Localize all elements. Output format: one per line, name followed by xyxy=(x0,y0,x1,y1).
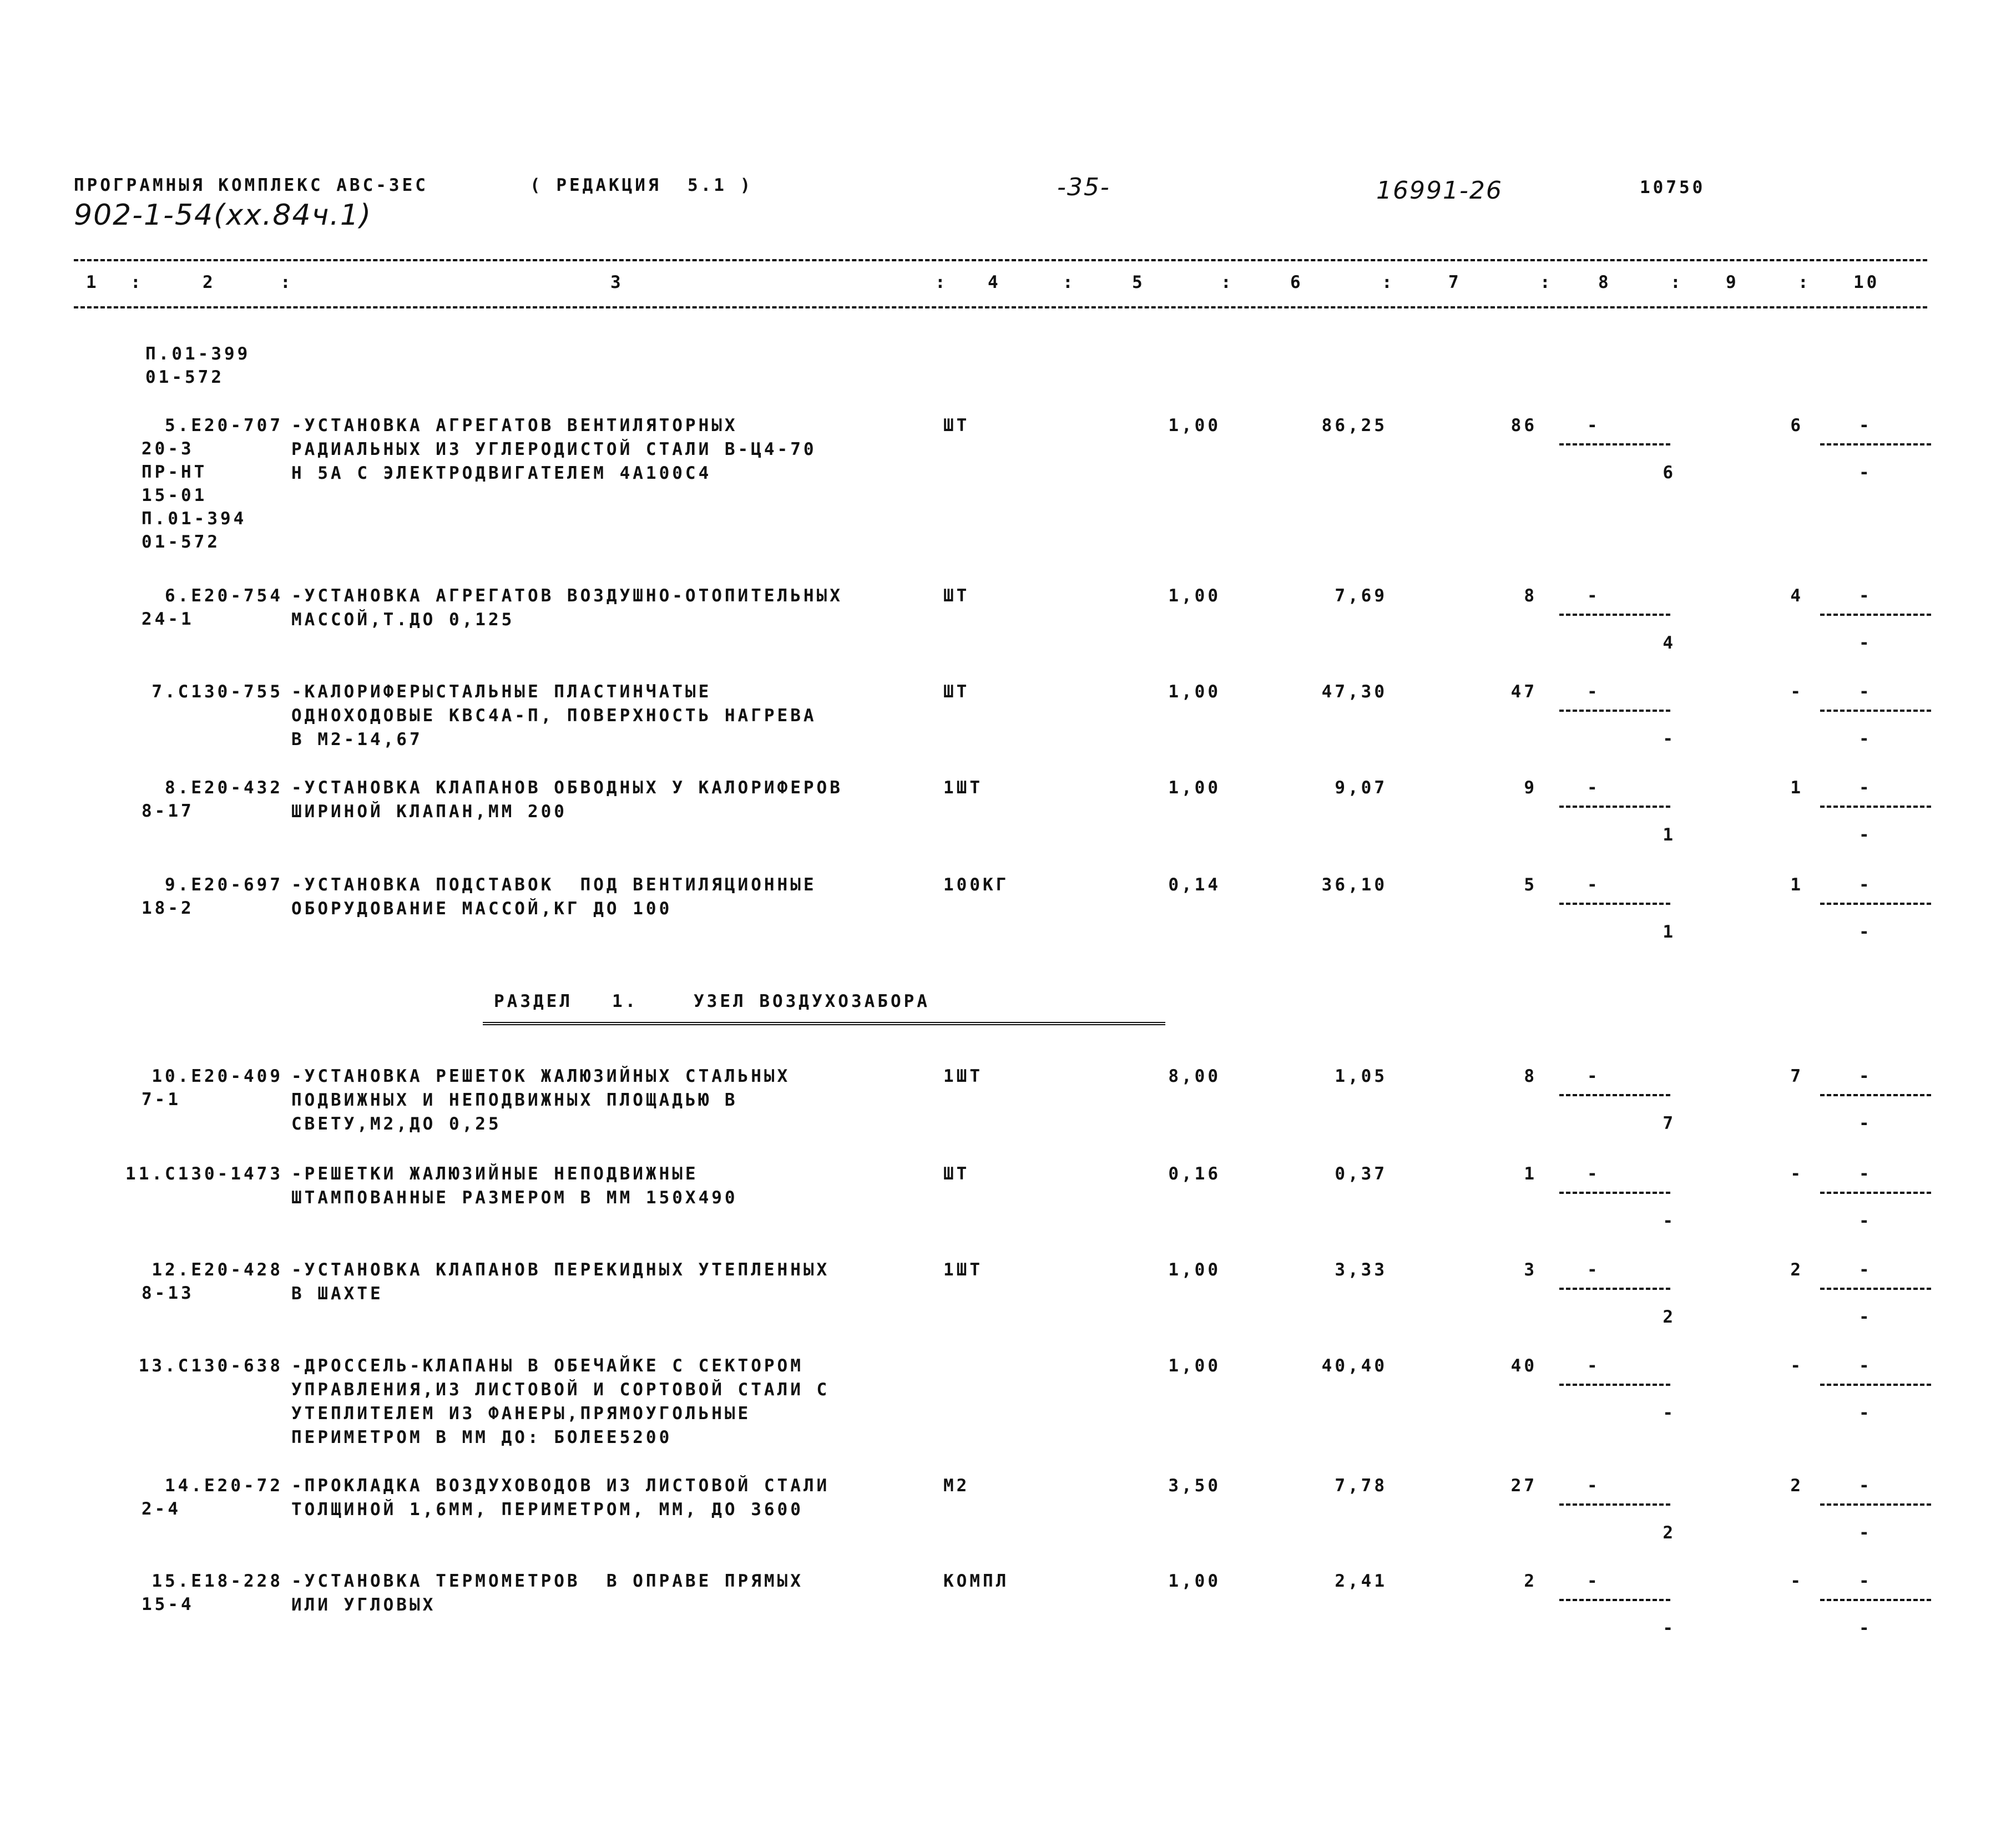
row-unit-price: 2,41 xyxy=(1335,1571,1387,1591)
row-col8-bottom: - xyxy=(1663,1403,1676,1423)
row-description: -ПРОКЛАДКА ВОЗДУХОВОДОВ ИЗ ЛИСТОВОЙ СТАЛИ xyxy=(291,1476,830,1496)
row-quantity: 1,00 xyxy=(1168,1571,1221,1591)
row-unit-price: 7,69 xyxy=(1335,586,1387,606)
row-description: УПРАВЛЕНИЯ,ИЗ ЛИСТОВОЙ И СОРТОВОЙ СТАЛИ С xyxy=(291,1380,830,1400)
row-unit: ШТ xyxy=(943,682,970,702)
row-col10-top: - xyxy=(1859,1571,1872,1591)
row-total: 2 xyxy=(1524,1571,1537,1591)
row-code: 15-01 xyxy=(142,485,208,505)
row-code: 8-13 xyxy=(142,1283,194,1303)
row-col8-top: - xyxy=(1587,586,1600,606)
row-description: -УСТАНОВКА ПОДСТАВОК ПОД ВЕНТИЛЯЦИОННЫЕ xyxy=(291,875,817,895)
row-description: ИЛИ УГЛОВЫХ xyxy=(291,1595,436,1615)
row-quantity: 1,00 xyxy=(1168,1260,1221,1280)
row-unit: 1ШТ xyxy=(943,1260,983,1280)
row-col8-fraction-line xyxy=(1559,1503,1670,1506)
row-col10-fraction-line xyxy=(1820,903,1931,905)
row-unit: М2 xyxy=(943,1476,970,1496)
row-col10-bottom: - xyxy=(1859,1307,1872,1327)
column-header-4: 4 xyxy=(988,272,1001,292)
column-separator: : xyxy=(1382,272,1395,292)
row-col8-bottom: 2 xyxy=(1663,1307,1676,1327)
row-description: ШИРИНОЙ КЛАПАН,ММ 200 xyxy=(291,802,567,822)
row-unit-price: 86,25 xyxy=(1321,416,1387,436)
row-col8-top: - xyxy=(1587,1164,1600,1184)
row-col9: - xyxy=(1790,1571,1803,1591)
row-quantity: 8,00 xyxy=(1168,1066,1221,1086)
row-unit-price: 7,78 xyxy=(1335,1476,1387,1496)
row-col8-fraction-line xyxy=(1559,806,1670,808)
header-bottom-rule xyxy=(74,306,1927,308)
row-code: 9.Е20-697 xyxy=(165,875,283,895)
row-unit-price: 36,10 xyxy=(1321,875,1387,895)
row-code: 2-4 xyxy=(142,1499,181,1519)
row-unit: 1ШТ xyxy=(943,778,983,798)
row-unit: КОМПЛ xyxy=(943,1571,1009,1591)
pre-ref-2: 01-572 xyxy=(145,367,224,387)
row-col10-top: - xyxy=(1859,1066,1872,1086)
row-unit-price: 3,33 xyxy=(1335,1260,1387,1280)
row-col10-fraction-line xyxy=(1820,1503,1931,1506)
row-code: 18-2 xyxy=(142,898,194,918)
row-col8-bottom: - xyxy=(1663,1618,1676,1638)
row-description: -УСТАНОВКА КЛАПАНОВ ОБВОДНЫХ У КАЛОРИФЕРОВ xyxy=(291,778,843,798)
row-col8-fraction-line xyxy=(1559,1384,1670,1386)
row-col9: 2 xyxy=(1790,1476,1803,1496)
row-code: 8-17 xyxy=(142,801,194,821)
row-col10-bottom: - xyxy=(1859,729,1872,749)
row-total: 1 xyxy=(1524,1164,1537,1184)
row-col8-bottom: 1 xyxy=(1663,922,1676,942)
row-unit: 100КГ xyxy=(943,875,1009,895)
row-quantity: 1,00 xyxy=(1168,778,1221,798)
row-col10-fraction-line xyxy=(1820,614,1931,616)
row-col10-top: - xyxy=(1859,1260,1872,1280)
row-description: ПЕРИМЕТРОМ В ММ ДО: БОЛЕЕ5200 xyxy=(291,1427,673,1447)
section-title: УЗЕЛ ВОЗДУХОЗАБОРА xyxy=(694,991,930,1011)
row-quantity: 1,00 xyxy=(1168,682,1221,702)
project-code: 902-1-54(хх.84ч.1) xyxy=(74,199,372,232)
row-code: 24-1 xyxy=(142,609,194,629)
document-code: 10750 xyxy=(1640,178,1706,198)
section-underline xyxy=(483,1022,1165,1025)
row-description: МАССОЙ,Т.ДО 0,125 xyxy=(291,610,515,630)
column-header-9: 9 xyxy=(1726,272,1739,292)
edition-label: ( РЕДАКЦИЯ 5.1 ) xyxy=(530,175,754,195)
column-header-10: 10 xyxy=(1853,272,1880,292)
row-col8-top: - xyxy=(1587,1066,1600,1086)
row-description: -УСТАНОВКА АГРЕГАТОВ ВЕНТИЛЯТОРНЫХ xyxy=(291,416,738,436)
row-code: 12.Е20-428 xyxy=(151,1260,283,1280)
row-col8-fraction-line xyxy=(1559,1599,1670,1601)
row-col10-bottom: - xyxy=(1859,1618,1872,1638)
row-unit-price: 40,40 xyxy=(1321,1356,1387,1376)
row-code: 10.Е20-409 xyxy=(151,1066,283,1086)
row-col8-top: - xyxy=(1587,1260,1600,1280)
row-col9: 4 xyxy=(1790,586,1803,606)
row-unit: ШТ xyxy=(943,586,970,606)
row-code: 8.Е20-432 xyxy=(165,778,283,798)
row-description: -УСТАНОВКА ТЕРМОМЕТРОВ В ОПРАВЕ ПРЯМЫХ xyxy=(291,1571,804,1591)
row-total: 86 xyxy=(1510,416,1537,436)
row-quantity: 0,14 xyxy=(1168,875,1221,895)
row-description: СВЕТУ,М2,ДО 0,25 xyxy=(291,1114,502,1134)
row-col10-bottom: - xyxy=(1859,1113,1872,1133)
row-code: 14.Е20-72 xyxy=(165,1476,283,1496)
row-col10-bottom: - xyxy=(1859,825,1872,845)
row-description: ТОЛЩИНОЙ 1,6ММ, ПЕРИМЕТРОМ, ММ, ДО 3600 xyxy=(291,1500,804,1520)
row-code: 6.Е20-754 xyxy=(165,586,283,606)
row-code: П.01-394 xyxy=(142,509,247,529)
row-col8-bottom: 6 xyxy=(1663,463,1676,483)
row-code: 7.С130-755 xyxy=(151,682,283,702)
row-unit-price: 9,07 xyxy=(1335,778,1387,798)
column-separator: : xyxy=(935,272,948,292)
row-quantity: 1,00 xyxy=(1168,1356,1221,1376)
row-col8-top: - xyxy=(1587,875,1600,895)
row-col10-fraction-line xyxy=(1820,1599,1931,1601)
row-code: 7-1 xyxy=(142,1090,181,1110)
row-total: 8 xyxy=(1524,1066,1537,1086)
row-col10-bottom: - xyxy=(1859,463,1872,483)
column-separator: : xyxy=(1063,272,1076,292)
row-unit: 1ШТ xyxy=(943,1066,983,1086)
row-col9: 1 xyxy=(1790,875,1803,895)
row-col10-bottom: - xyxy=(1859,922,1872,942)
row-col10-top: - xyxy=(1859,875,1872,895)
row-description: ПОДВИЖНЫХ И НЕПОДВИЖНЫХ ПЛОЩАДЬЮ В xyxy=(291,1090,738,1110)
row-description: В ШАХТЕ xyxy=(291,1284,383,1304)
row-col9: 7 xyxy=(1790,1066,1803,1086)
row-unit: ШТ xyxy=(943,1164,970,1184)
row-code: 15-4 xyxy=(142,1594,194,1614)
row-total: 8 xyxy=(1524,586,1537,606)
row-unit-price: 1,05 xyxy=(1335,1066,1387,1086)
row-col8-top: - xyxy=(1587,416,1600,436)
row-col8-bottom: - xyxy=(1663,729,1676,749)
row-total: 9 xyxy=(1524,778,1537,798)
column-header-6: 6 xyxy=(1290,272,1303,292)
row-description: В М2-14,67 xyxy=(291,730,423,750)
row-code: 11.С130-1473 xyxy=(125,1164,283,1184)
row-description: ОБОРУДОВАНИЕ МАССОЙ,КГ ДО 100 xyxy=(291,899,673,919)
row-code: 01-572 xyxy=(142,532,220,552)
header-top-rule xyxy=(74,259,1927,261)
program-title: ПРОГРАМНЫЯ КОМПЛЕКС АВС-3ЕС xyxy=(74,175,428,195)
row-col8-fraction-line xyxy=(1559,1288,1670,1290)
row-col8-fraction-line xyxy=(1559,614,1670,616)
column-header-3: 3 xyxy=(610,272,624,292)
row-col9: 1 xyxy=(1790,778,1803,798)
row-col10-bottom: - xyxy=(1859,633,1872,653)
row-col10-top: - xyxy=(1859,416,1872,436)
row-unit-price: 47,30 xyxy=(1321,682,1387,702)
column-header-2: 2 xyxy=(203,272,216,292)
row-col10-fraction-line xyxy=(1820,1384,1931,1386)
row-description: ОДНОХОДОВЫЕ КВС4А-П, ПОВЕРХНОСТЬ НАГРЕВА xyxy=(291,706,817,726)
row-col8-fraction-line xyxy=(1559,1094,1670,1096)
row-col10-top: - xyxy=(1859,1476,1872,1496)
row-total: 47 xyxy=(1510,682,1537,702)
row-col8-top: - xyxy=(1587,778,1600,798)
row-quantity: 1,00 xyxy=(1168,586,1221,606)
row-description: -УСТАНОВКА КЛАПАНОВ ПЕРЕКИДНЫХ УТЕПЛЕННЫХ xyxy=(291,1260,830,1280)
row-col8-bottom: 2 xyxy=(1663,1523,1676,1543)
row-col9: - xyxy=(1790,682,1803,702)
row-total: 5 xyxy=(1524,875,1537,895)
row-col8-fraction-line xyxy=(1559,1192,1670,1194)
row-col8-bottom: 7 xyxy=(1663,1113,1676,1133)
row-description: Н 5А С ЭЛЕКТРОДВИГАТЕЛЕМ 4А100С4 xyxy=(291,463,712,483)
row-col10-fraction-line xyxy=(1820,1288,1931,1290)
row-col10-fraction-line xyxy=(1820,806,1931,808)
row-description: -КАЛОРИФЕРЫСТАЛЬНЫЕ ПЛАСТИНЧАТЫЕ xyxy=(291,682,712,702)
column-separator: : xyxy=(1670,272,1684,292)
row-total: 27 xyxy=(1510,1476,1537,1496)
row-total: 3 xyxy=(1524,1260,1537,1280)
column-separator: : xyxy=(1221,272,1234,292)
row-col10-bottom: - xyxy=(1859,1403,1872,1423)
row-col9: 6 xyxy=(1790,416,1803,436)
row-col8-fraction-line xyxy=(1559,443,1670,445)
page-number: -35- xyxy=(1057,173,1110,201)
row-code: 20-3 xyxy=(142,439,194,459)
column-separator: : xyxy=(1798,272,1811,292)
row-col8-top: - xyxy=(1587,1356,1600,1376)
row-description: -ДРОССЕЛЬ-КЛАПАНЫ В ОБЕЧАЙКЕ С СЕКТОРОМ xyxy=(291,1356,804,1376)
row-description: РАДИАЛЬНЫХ ИЗ УГЛЕРОДИСТОЙ СТАЛИ В-Ц4-70 xyxy=(291,439,817,459)
row-col10-top: - xyxy=(1859,1164,1872,1184)
section-label: РАЗДЕЛ 1. xyxy=(494,991,639,1011)
row-col10-bottom: - xyxy=(1859,1211,1872,1231)
row-col8-bottom: - xyxy=(1663,1211,1676,1231)
row-col9: - xyxy=(1790,1356,1803,1376)
row-col8-bottom: 4 xyxy=(1663,633,1676,653)
row-col10-top: - xyxy=(1859,1356,1872,1376)
row-col10-fraction-line xyxy=(1820,1094,1931,1096)
pre-ref-1: П.01-399 xyxy=(145,344,251,364)
row-description: УТЕПЛИТЕЛЕМ ИЗ ФАНЕРЫ,ПРЯМОУГОЛЬНЫЕ xyxy=(291,1404,751,1424)
row-col8-bottom: 1 xyxy=(1663,825,1676,845)
column-separator: : xyxy=(280,272,294,292)
row-unit-price: 0,37 xyxy=(1335,1164,1387,1184)
row-col10-top: - xyxy=(1859,682,1872,702)
column-header-8: 8 xyxy=(1598,272,1611,292)
row-code: ПР-НТ xyxy=(142,462,208,482)
column-header-7: 7 xyxy=(1448,272,1462,292)
row-col8-fraction-line xyxy=(1559,710,1670,712)
document-number: 16991-26 xyxy=(1376,176,1503,205)
row-col10-fraction-line xyxy=(1820,443,1931,445)
row-unit: ШТ xyxy=(943,416,970,436)
row-code: 13.С130-638 xyxy=(138,1356,283,1376)
row-col10-fraction-line xyxy=(1820,1192,1931,1194)
row-quantity: 3,50 xyxy=(1168,1476,1221,1496)
row-col8-fraction-line xyxy=(1559,903,1670,905)
row-col9: - xyxy=(1790,1164,1803,1184)
row-col8-top: - xyxy=(1587,1476,1600,1496)
row-col9: 2 xyxy=(1790,1260,1803,1280)
row-col10-fraction-line xyxy=(1820,710,1931,712)
row-col10-top: - xyxy=(1859,778,1872,798)
row-col8-top: - xyxy=(1587,682,1600,702)
row-quantity: 1,00 xyxy=(1168,416,1221,436)
row-description: -УСТАНОВКА РЕШЕТОК ЖАЛЮЗИЙНЫХ СТАЛЬНЫХ xyxy=(291,1066,791,1086)
column-header-5: 5 xyxy=(1132,272,1145,292)
column-separator: : xyxy=(1540,272,1553,292)
column-separator: : xyxy=(130,272,144,292)
row-description: -УСТАНОВКА АГРЕГАТОВ ВОЗДУШНО-ОТОПИТЕЛЬНЫХ xyxy=(291,586,843,606)
row-description: ШТАМПОВАННЫЕ РАЗМЕРОМ В ММ 150Х490 xyxy=(291,1188,738,1208)
row-code: 15.Е18-228 xyxy=(151,1571,283,1591)
row-code: 5.Е20-707 xyxy=(165,416,283,436)
row-col10-top: - xyxy=(1859,586,1872,606)
row-quantity: 0,16 xyxy=(1168,1164,1221,1184)
row-col10-bottom: - xyxy=(1859,1523,1872,1543)
column-header-1: 1 xyxy=(86,272,99,292)
row-col8-top: - xyxy=(1587,1571,1600,1591)
row-total: 40 xyxy=(1510,1356,1537,1376)
row-description: -РЕШЕТКИ ЖАЛЮЗИЙНЫЕ НЕПОДВИЖНЫЕ xyxy=(291,1164,699,1184)
